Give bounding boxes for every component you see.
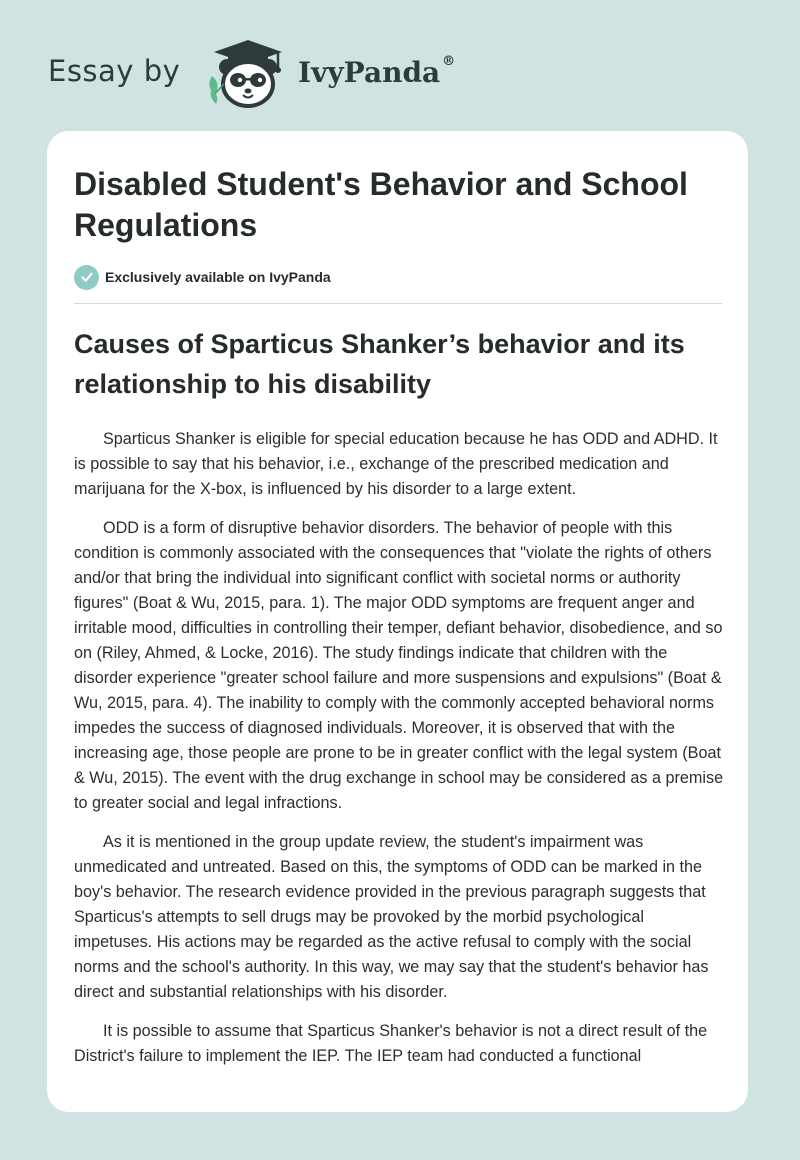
essay-card — [47, 131, 748, 1112]
divider — [74, 303, 722, 304]
site-header — [48, 34, 548, 114]
check-icon — [74, 265, 99, 290]
section-heading: Causes of Sparticus Shanker’s behavior and its relationship to his disability — [74, 329, 685, 399]
registered-mark: ® — [442, 54, 456, 69]
paragraph: As it is mentioned in the group update review, the student's impairment was unmedicated and untreated. Based on this, the symptoms of ODD can be marked in the boy's behavior. The research evidence provided in the previous paragraph suggests that Sparticus's attempts to sell drugs may be provoked by the morbid psychological impetuses. His actions may be regarded as the active refusal to comply with the social norms and the school's authority. In this way, we may say that the student's behavior has direct and substantial relationships with his disorder. — [74, 833, 709, 1001]
brand-name[interactable]: IvyPanda ® — [298, 54, 456, 89]
page-title: Disabled Student's Behavior and School Regulations — [74, 166, 688, 243]
paragraph: Sparticus Shanker is eligible for special education because he has ODD and ADHD. It is possible to say that his behavior, i.e., exchange of the prescribed medication and marijuana for the X-box, is influenced by his disorder to a large extent. — [74, 430, 718, 498]
exclusive-badge — [74, 264, 331, 290]
essay-body — [74, 427, 725, 1083]
exclusive-label: Exclusively available on IvyPanda — [105, 269, 331, 285]
panda-logo-icon[interactable] — [200, 34, 296, 110]
paragraph: It is possible to assume that Sparticus Shanker's behavior is not a direct result of the District's failure to implement the IEP. The IEP team had conducted a functional — [74, 1022, 708, 1065]
paragraph: ODD is a form of disruptive behavior disorders. The behavior of people with this condition is commonly associated with the consequences that "violate the rights of others and/or that bring the individual into significant conflict with societal norms or authority figures" (Boat & Wu, 2015, para. 1). The major ODD symptoms are frequent anger and irritable mood, difficulties in controlling their temper, defiant behavior, disobedience, and so on (Riley, Ahmed, & Locke, 2016). The study findings indicate that children with the disorder experience "greater school failure and more suspensions and expulsions" (Boat & Wu, 2015, para. 4). The inability to comply with the commonly accepted behavioral norms impedes the success of diagnosed individuals. Moreover, it is observed that with the increasing age, those people are prone to be in greater conflict with the legal system (Boat & Wu, 2015). The event with the drug exchange in school may be considered as a premise to greater social and legal infractions. — [74, 519, 724, 812]
essay-by-label: Essay by — [48, 54, 181, 88]
